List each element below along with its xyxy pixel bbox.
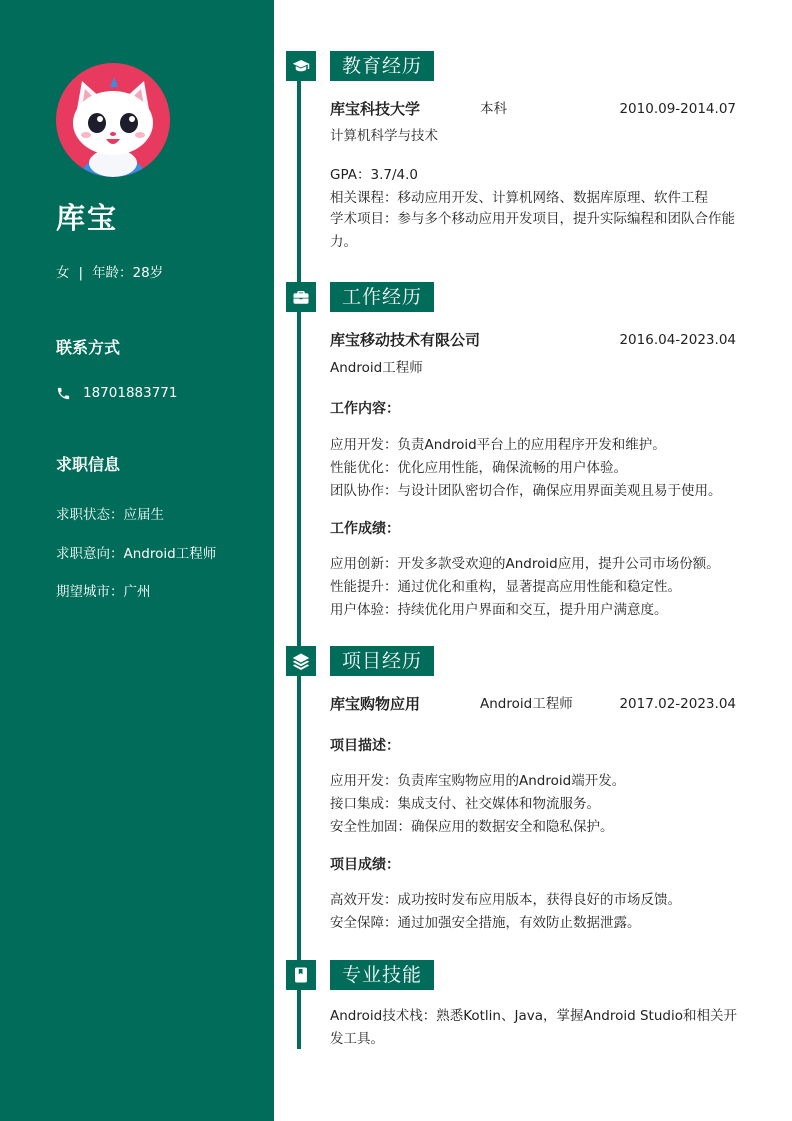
phone-row	[56, 385, 177, 401]
work-content-line: 团队协作：与设计团队密切合作，确保应用界面美观且易于使用。	[330, 483, 722, 499]
project-desc-line: 接口集成：集成支付、社交媒体和物流服务。	[330, 796, 600, 812]
divider: |	[78, 265, 84, 281]
project-desc-line: 安全性加固：确保应用的数据安全和隐私保护。	[330, 819, 614, 835]
phone-number[interactable]: 18701883771	[83, 385, 178, 401]
school-name: 库宝科技大学	[330, 100, 421, 118]
skills-text: Android技术栈：熟悉Kotlin、Java，掌握Android Studio和相关开发工具。	[330, 1008, 737, 1047]
candidate-name: 库宝	[56, 201, 119, 235]
timeline-line	[297, 60, 301, 1049]
project-name: 库宝购物应用	[330, 695, 421, 713]
project-result-line: 安全保障：通过加强安全措施，有效防止数据泄露。	[330, 915, 641, 931]
project-desc-title: 项目描述：	[330, 738, 400, 754]
avatar-cat-mascot-icon	[56, 63, 170, 177]
work-results-title: 工作成绩：	[330, 521, 400, 537]
degree: 本科	[480, 101, 507, 117]
skills-title: 专业技能	[330, 960, 434, 990]
work-role: Android工程师	[330, 360, 423, 376]
basic-info	[56, 261, 163, 281]
gender: 女	[56, 265, 70, 281]
job-status: 求职状态：应届生	[56, 507, 164, 523]
project-title: 项目经历	[330, 646, 434, 676]
project-result-line: 高效开发：成功按时发布应用版本，获得良好的市场反馈。	[330, 892, 681, 908]
project-date: 2017.02-2023.04	[619, 696, 736, 712]
academic-projects: 学术项目：参与多个移动应用开发项目，提升实际编程和团队合作能力。	[330, 211, 735, 250]
project-desc-line: 应用开发：负责库宝购物应用的Android端开发。	[330, 773, 626, 789]
avatar	[56, 63, 170, 177]
skills-icon-box	[286, 960, 316, 990]
education-date: 2010.09-2014.07	[619, 101, 736, 117]
contact-title: 联系方式	[56, 338, 121, 357]
project-icon-box	[286, 646, 316, 676]
project-role: Android工程师	[480, 696, 573, 712]
work-date: 2016.04-2023.04	[619, 332, 736, 348]
layers-icon	[292, 652, 310, 670]
work-result-line: 应用创新：开发多款受欢迎的Android应用，提升公司市场份额。	[330, 556, 720, 572]
job-city: 期望城市：广州	[56, 584, 151, 600]
work-icon-box	[286, 282, 316, 312]
work-content-title: 工作内容：	[330, 401, 400, 417]
book-icon	[292, 966, 310, 984]
education-title: 教育经历	[330, 51, 434, 81]
phone-icon	[56, 386, 71, 401]
briefcase-icon	[292, 288, 310, 306]
age: 年龄：28岁	[92, 265, 164, 281]
graduation-cap-icon	[292, 57, 310, 75]
work-result-line: 用户体验：持续优化用户界面和交互，提升用户满意度。	[330, 602, 668, 618]
courses: 相关课程：移动应用开发、计算机网络、数据库原理、软件工程	[330, 190, 708, 206]
work-title: 工作经历	[330, 282, 434, 312]
project-results-title: 项目成绩：	[330, 857, 400, 873]
work-content-line: 应用开发：负责Android平台上的应用程序开发和维护。	[330, 437, 666, 453]
education-icon-box	[286, 51, 316, 81]
work-result-line: 性能提升：通过优化和重构，显著提高应用性能和稳定性。	[330, 579, 681, 595]
work-content-line: 性能优化：优化应用性能，确保流畅的用户体验。	[330, 460, 627, 476]
job-info-title: 求职信息	[56, 455, 121, 474]
major: 计算机科学与技术	[330, 128, 438, 144]
sidebar	[0, 0, 274, 1121]
company-name: 库宝移动技术有限公司	[330, 331, 481, 349]
gpa: GPA：3.7/4.0	[330, 167, 418, 183]
job-intent: 求职意向：Android工程师	[56, 546, 217, 562]
